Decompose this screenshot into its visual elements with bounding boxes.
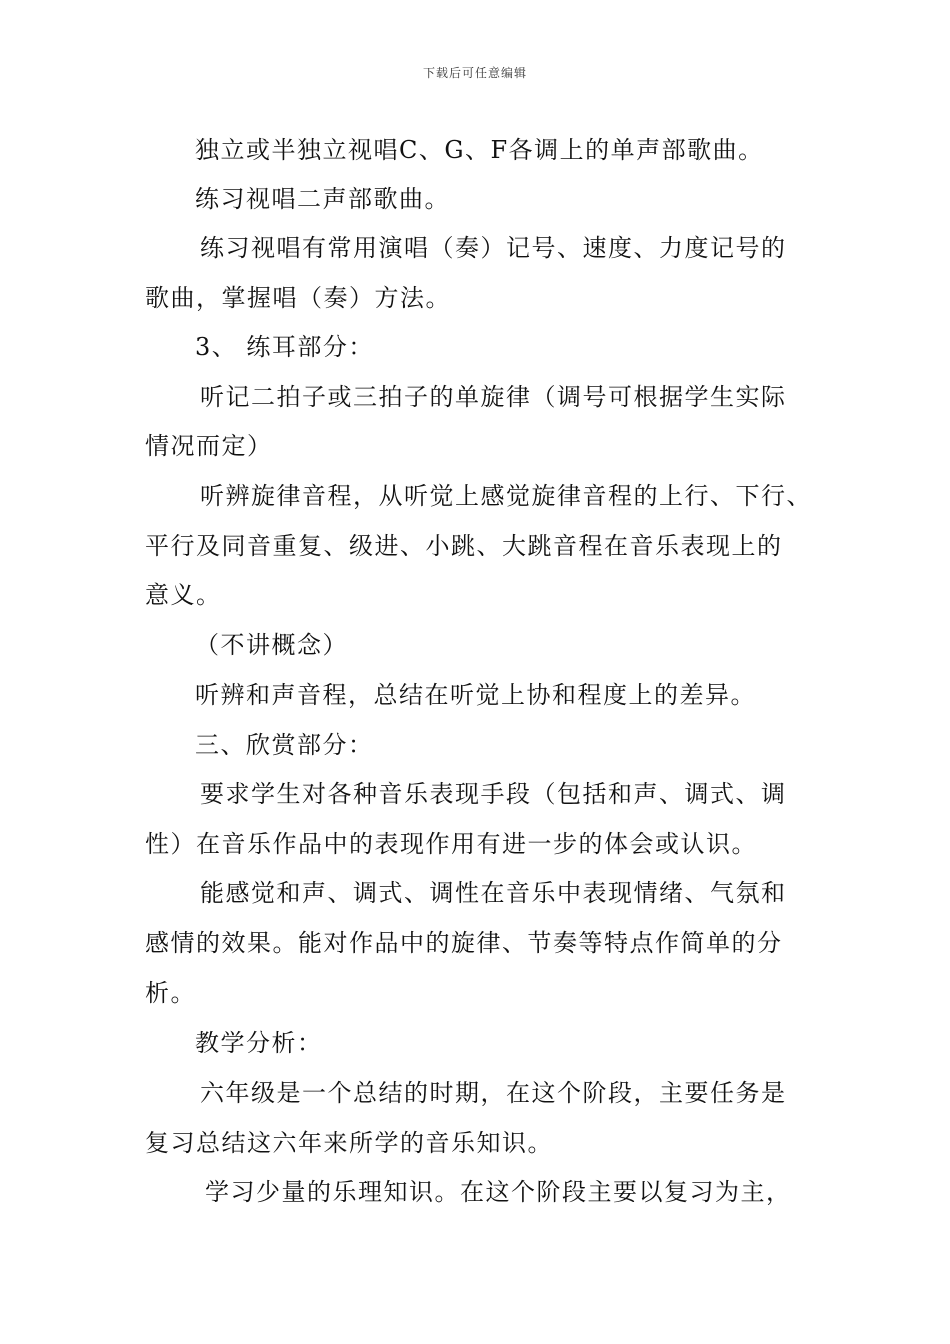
text-line: 能感觉和声、调式、调性在音乐中表现情绪、气氛和 bbox=[200, 879, 787, 907]
text-line: 情况而定） bbox=[145, 432, 273, 460]
text-line: 析。 bbox=[145, 979, 196, 1007]
text-line: 学习少量的乐理知识。在这个阶段主要以复习为主， bbox=[205, 1178, 792, 1206]
text-line: 听辨和声音程，总结在听觉上协和程度上的差异。 bbox=[195, 681, 756, 709]
text-line: 感情的效果。能对作品中的旋律、节奏等特点作简单的分 bbox=[145, 929, 783, 957]
text-line: 练习视唱有常用演唱（奏）记号、速度、力度记号的 bbox=[200, 234, 787, 262]
text-line: 歌曲，掌握唱（奏）方法。 bbox=[145, 284, 451, 312]
page-header: 下载后可任意编辑 bbox=[422, 66, 527, 80]
text-line: 六年级是一个总结的时期，在这个阶段，主要任务是 bbox=[200, 1079, 787, 1107]
text-line: 复习总结这六年来所学的音乐知识。 bbox=[145, 1129, 553, 1157]
text-line: 意义。 bbox=[145, 581, 222, 609]
section-heading: 教学分析： bbox=[195, 1029, 323, 1057]
text-line: 听辨旋律音程，从听觉上感觉旋律音程的上行、下行、 bbox=[200, 482, 812, 510]
text-line: 平行及同音重复、级进、小跳、大跳音程在音乐表现上的 bbox=[145, 532, 783, 560]
text-line: 独立或半独立视唱C、G、F各调上的单声部歌曲。 bbox=[195, 136, 764, 164]
text-line: （不讲概念） bbox=[195, 631, 348, 659]
text-line: 要求学生对各种音乐表现手段（包括和声、调式、调 bbox=[200, 780, 787, 808]
section-heading: 3、 练耳部分： bbox=[195, 333, 374, 361]
section-heading: 三、欣赏部分： bbox=[195, 731, 374, 759]
text-line: 性）在音乐作品中的表现作用有进一步的体会或认识。 bbox=[145, 830, 757, 858]
text-line: 练习视唱二声部歌曲。 bbox=[195, 185, 450, 213]
text-line: 听记二拍子或三拍子的单旋律（调号可根据学生实际 bbox=[200, 383, 787, 411]
